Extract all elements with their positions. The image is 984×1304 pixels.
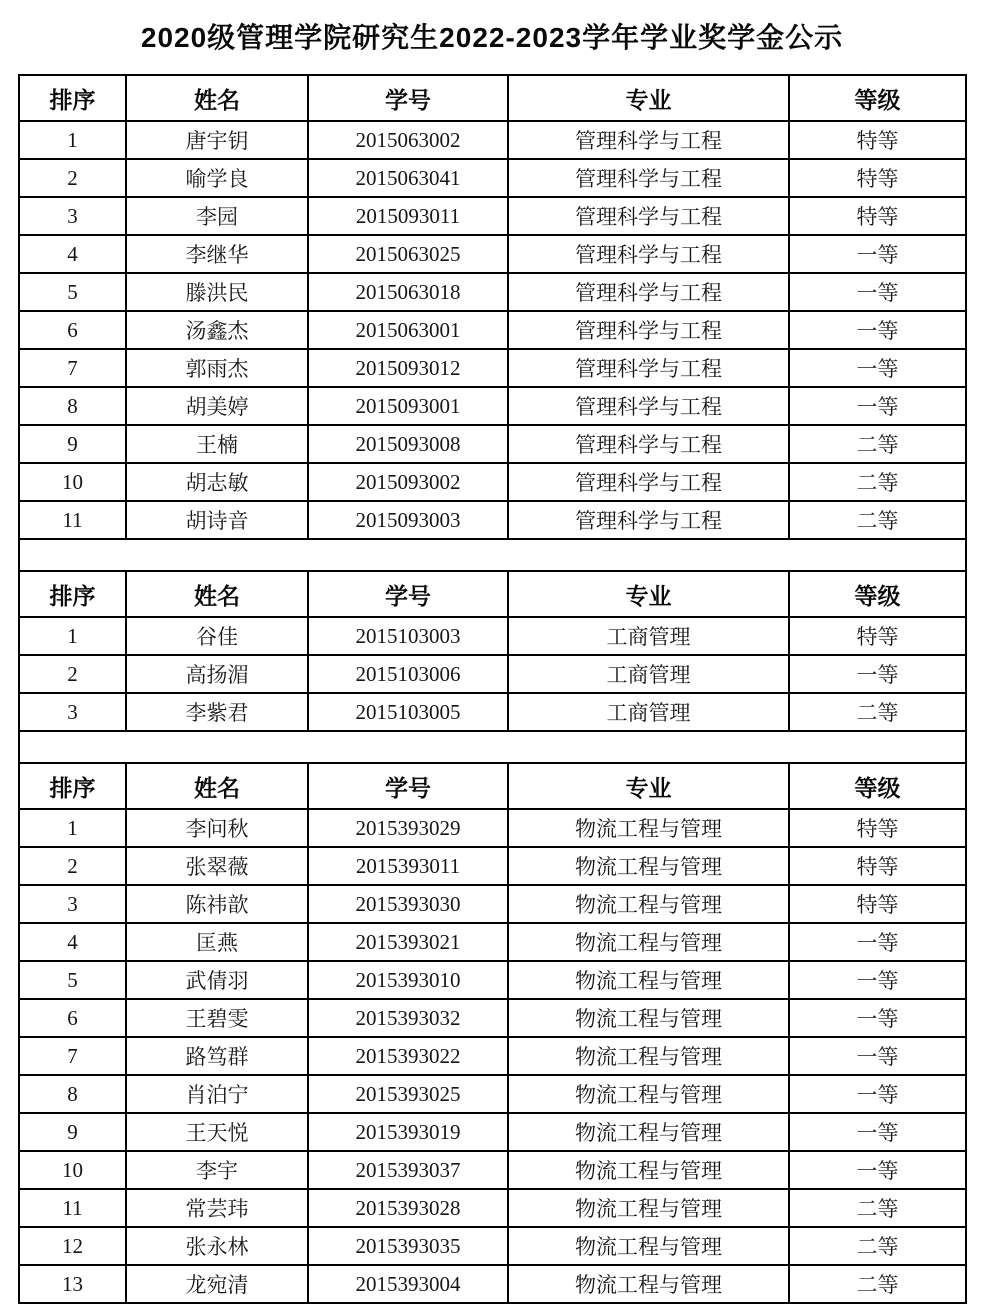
- cell-grade: 二等: [789, 1265, 966, 1303]
- cell-name: 肖泊宁: [126, 1075, 308, 1113]
- cell-grade: 特等: [789, 885, 966, 923]
- cell-major: 物流工程与管理: [508, 1189, 789, 1227]
- cell-rank: 8: [19, 387, 126, 425]
- table-row: [19, 1265, 966, 1303]
- cell-grade: 一等: [789, 1075, 966, 1113]
- cell-major: 物流工程与管理: [508, 923, 789, 961]
- cell-student_id: 2015393011: [308, 847, 508, 885]
- cell-major: 物流工程与管理: [508, 1075, 789, 1113]
- cell-major: 管理科学与工程: [508, 235, 789, 273]
- table-row: [19, 425, 966, 463]
- cell-major: 管理科学与工程: [508, 197, 789, 235]
- table-row: [19, 159, 966, 197]
- cell-name: 李问秋: [126, 809, 308, 847]
- cell-major: 管理科学与工程: [508, 349, 789, 387]
- cell-student_id: 2015093003: [308, 501, 508, 539]
- cell-rank: 3: [19, 197, 126, 235]
- column-header-grade: 等级: [789, 763, 966, 809]
- cell-student_id: 2015063002: [308, 121, 508, 159]
- cell-name: 高扬湄: [126, 655, 308, 693]
- table-row: [19, 923, 966, 961]
- cell-student_id: 2015393037: [308, 1151, 508, 1189]
- cell-name: 武倩羽: [126, 961, 308, 999]
- cell-grade: 二等: [789, 501, 966, 539]
- column-header-name: 姓名: [126, 571, 308, 617]
- table-row: [19, 885, 966, 923]
- header-row: [19, 75, 966, 121]
- cell-name: 王天悦: [126, 1113, 308, 1151]
- cell-grade: 一等: [789, 235, 966, 273]
- cell-student_id: 2015393004: [308, 1265, 508, 1303]
- cell-major: 管理科学与工程: [508, 273, 789, 311]
- column-header-rank: 排序: [19, 763, 126, 809]
- cell-name: 唐宇钥: [126, 121, 308, 159]
- table-row: [19, 197, 966, 235]
- cell-name: 李继华: [126, 235, 308, 273]
- cell-grade: 一等: [789, 1037, 966, 1075]
- table-row: [19, 1189, 966, 1227]
- table-row: [19, 655, 966, 693]
- cell-name: 匡燕: [126, 923, 308, 961]
- cell-rank: 2: [19, 847, 126, 885]
- column-header-grade: 等级: [789, 75, 966, 121]
- cell-grade: 一等: [789, 961, 966, 999]
- cell-rank: 5: [19, 961, 126, 999]
- table-row: [19, 617, 966, 655]
- table-row: [19, 1151, 966, 1189]
- cell-major: 工商管理: [508, 655, 789, 693]
- cell-name: 王碧雯: [126, 999, 308, 1037]
- cell-student_id: 2015393021: [308, 923, 508, 961]
- cell-grade: 一等: [789, 923, 966, 961]
- cell-grade: 一等: [789, 273, 966, 311]
- cell-student_id: 2015393019: [308, 1113, 508, 1151]
- table-row: [19, 463, 966, 501]
- cell-rank: 6: [19, 999, 126, 1037]
- scholarship-table: [18, 74, 967, 1304]
- cell-name: 李园: [126, 197, 308, 235]
- cell-rank: 6: [19, 311, 126, 349]
- cell-name: 路笃群: [126, 1037, 308, 1075]
- cell-rank: 1: [19, 617, 126, 655]
- table-row: [19, 999, 966, 1037]
- cell-grade: 一等: [789, 1113, 966, 1151]
- cell-name: 汤鑫杰: [126, 311, 308, 349]
- cell-major: 物流工程与管理: [508, 809, 789, 847]
- cell-grade: 特等: [789, 197, 966, 235]
- cell-grade: 特等: [789, 159, 966, 197]
- cell-student_id: 2015063041: [308, 159, 508, 197]
- cell-student_id: 2015393032: [308, 999, 508, 1037]
- cell-rank: 11: [19, 501, 126, 539]
- cell-rank: 8: [19, 1075, 126, 1113]
- cell-grade: 二等: [789, 1227, 966, 1265]
- table-row: [19, 311, 966, 349]
- cell-rank: 2: [19, 655, 126, 693]
- cell-major: 管理科学与工程: [508, 311, 789, 349]
- table-row: [19, 273, 966, 311]
- cell-grade: 一等: [789, 655, 966, 693]
- column-header-major: 专业: [508, 571, 789, 617]
- spacer-cell: [19, 731, 966, 763]
- cell-rank: 9: [19, 425, 126, 463]
- cell-major: 管理科学与工程: [508, 425, 789, 463]
- cell-student_id: 2015093011: [308, 197, 508, 235]
- column-header-name: 姓名: [126, 763, 308, 809]
- header-row: [19, 763, 966, 809]
- column-header-student_id: 学号: [308, 75, 508, 121]
- cell-student_id: 2015103005: [308, 693, 508, 731]
- cell-grade: 一等: [789, 1151, 966, 1189]
- cell-name: 李紫君: [126, 693, 308, 731]
- cell-rank: 10: [19, 1151, 126, 1189]
- cell-rank: 11: [19, 1189, 126, 1227]
- cell-grade: 一等: [789, 387, 966, 425]
- cell-major: 物流工程与管理: [508, 999, 789, 1037]
- cell-name: 王楠: [126, 425, 308, 463]
- table-row: [19, 121, 966, 159]
- table-row: [19, 961, 966, 999]
- table-row: [19, 235, 966, 273]
- cell-grade: 二等: [789, 1189, 966, 1227]
- column-header-rank: 排序: [19, 75, 126, 121]
- cell-major: 管理科学与工程: [508, 387, 789, 425]
- cell-student_id: 2015063018: [308, 273, 508, 311]
- cell-grade: 特等: [789, 121, 966, 159]
- cell-major: 物流工程与管理: [508, 1037, 789, 1075]
- cell-major: 物流工程与管理: [508, 847, 789, 885]
- cell-major: 物流工程与管理: [508, 885, 789, 923]
- cell-major: 物流工程与管理: [508, 1227, 789, 1265]
- cell-student_id: 2015063025: [308, 235, 508, 273]
- cell-rank: 1: [19, 121, 126, 159]
- spacer-cell: [19, 539, 966, 571]
- spacer-row: [19, 539, 966, 571]
- cell-name: 郭雨杰: [126, 349, 308, 387]
- cell-grade: 二等: [789, 693, 966, 731]
- cell-rank: 2: [19, 159, 126, 197]
- cell-rank: 12: [19, 1227, 126, 1265]
- cell-grade: 特等: [789, 809, 966, 847]
- cell-rank: 4: [19, 235, 126, 273]
- table-row: [19, 387, 966, 425]
- cell-grade: 特等: [789, 617, 966, 655]
- cell-student_id: 2015393022: [308, 1037, 508, 1075]
- cell-major: 物流工程与管理: [508, 961, 789, 999]
- cell-student_id: 2015393010: [308, 961, 508, 999]
- table-row: [19, 349, 966, 387]
- column-header-student_id: 学号: [308, 763, 508, 809]
- cell-student_id: 2015393035: [308, 1227, 508, 1265]
- column-header-grade: 等级: [789, 571, 966, 617]
- cell-rank: 13: [19, 1265, 126, 1303]
- column-header-name: 姓名: [126, 75, 308, 121]
- cell-major: 管理科学与工程: [508, 121, 789, 159]
- header-row: [19, 571, 966, 617]
- cell-rank: 5: [19, 273, 126, 311]
- cell-major: 物流工程与管理: [508, 1113, 789, 1151]
- cell-rank: 7: [19, 349, 126, 387]
- cell-name: 胡诗音: [126, 501, 308, 539]
- cell-grade: 一等: [789, 311, 966, 349]
- cell-grade: 特等: [789, 847, 966, 885]
- table-row: [19, 1075, 966, 1113]
- cell-name: 胡志敏: [126, 463, 308, 501]
- column-header-major: 专业: [508, 75, 789, 121]
- cell-student_id: 2015393025: [308, 1075, 508, 1113]
- table-row: [19, 501, 966, 539]
- cell-grade: 二等: [789, 463, 966, 501]
- cell-major: 物流工程与管理: [508, 1151, 789, 1189]
- cell-name: 陈祎歆: [126, 885, 308, 923]
- cell-name: 滕洪民: [126, 273, 308, 311]
- cell-student_id: 2015393028: [308, 1189, 508, 1227]
- column-header-major: 专业: [508, 763, 789, 809]
- page-title: 2020级管理学院研究生2022-2023学年学业奖学金公示: [140, 22, 844, 53]
- cell-student_id: 2015093012: [308, 349, 508, 387]
- cell-name: 龙宛清: [126, 1265, 308, 1303]
- cell-name: 张永林: [126, 1227, 308, 1265]
- cell-student_id: 2015103003: [308, 617, 508, 655]
- cell-student_id: 2015093008: [308, 425, 508, 463]
- cell-name: 谷佳: [126, 617, 308, 655]
- spacer-row: [19, 731, 966, 763]
- cell-name: 李宇: [126, 1151, 308, 1189]
- cell-major: 工商管理: [508, 617, 789, 655]
- table-row: [19, 1227, 966, 1265]
- cell-rank: 1: [19, 809, 126, 847]
- cell-major: 管理科学与工程: [508, 501, 789, 539]
- table-row: [19, 693, 966, 731]
- column-header-student_id: 学号: [308, 571, 508, 617]
- cell-rank: 4: [19, 923, 126, 961]
- cell-grade: 一等: [789, 349, 966, 387]
- cell-grade: 二等: [789, 425, 966, 463]
- cell-name: 张翠薇: [126, 847, 308, 885]
- cell-name: 常芸玮: [126, 1189, 308, 1227]
- table-row: [19, 1113, 966, 1151]
- cell-student_id: 2015393030: [308, 885, 508, 923]
- table-row: [19, 809, 966, 847]
- cell-name: 胡美婷: [126, 387, 308, 425]
- cell-student_id: 2015103006: [308, 655, 508, 693]
- cell-rank: 10: [19, 463, 126, 501]
- cell-major: 管理科学与工程: [508, 463, 789, 501]
- table-row: [19, 1037, 966, 1075]
- cell-rank: 9: [19, 1113, 126, 1151]
- cell-rank: 3: [19, 885, 126, 923]
- cell-student_id: 2015093002: [308, 463, 508, 501]
- table-row: [19, 847, 966, 885]
- cell-name: 喻学良: [126, 159, 308, 197]
- cell-student_id: 2015093001: [308, 387, 508, 425]
- cell-rank: 3: [19, 693, 126, 731]
- cell-major: 管理科学与工程: [508, 159, 789, 197]
- cell-major: 工商管理: [508, 693, 789, 731]
- cell-rank: 7: [19, 1037, 126, 1075]
- cell-student_id: 2015063001: [308, 311, 508, 349]
- scholarship-table-body: [19, 75, 966, 1303]
- column-header-rank: 排序: [19, 571, 126, 617]
- cell-grade: 一等: [789, 999, 966, 1037]
- cell-major: 物流工程与管理: [508, 1265, 789, 1303]
- cell-student_id: 2015393029: [308, 809, 508, 847]
